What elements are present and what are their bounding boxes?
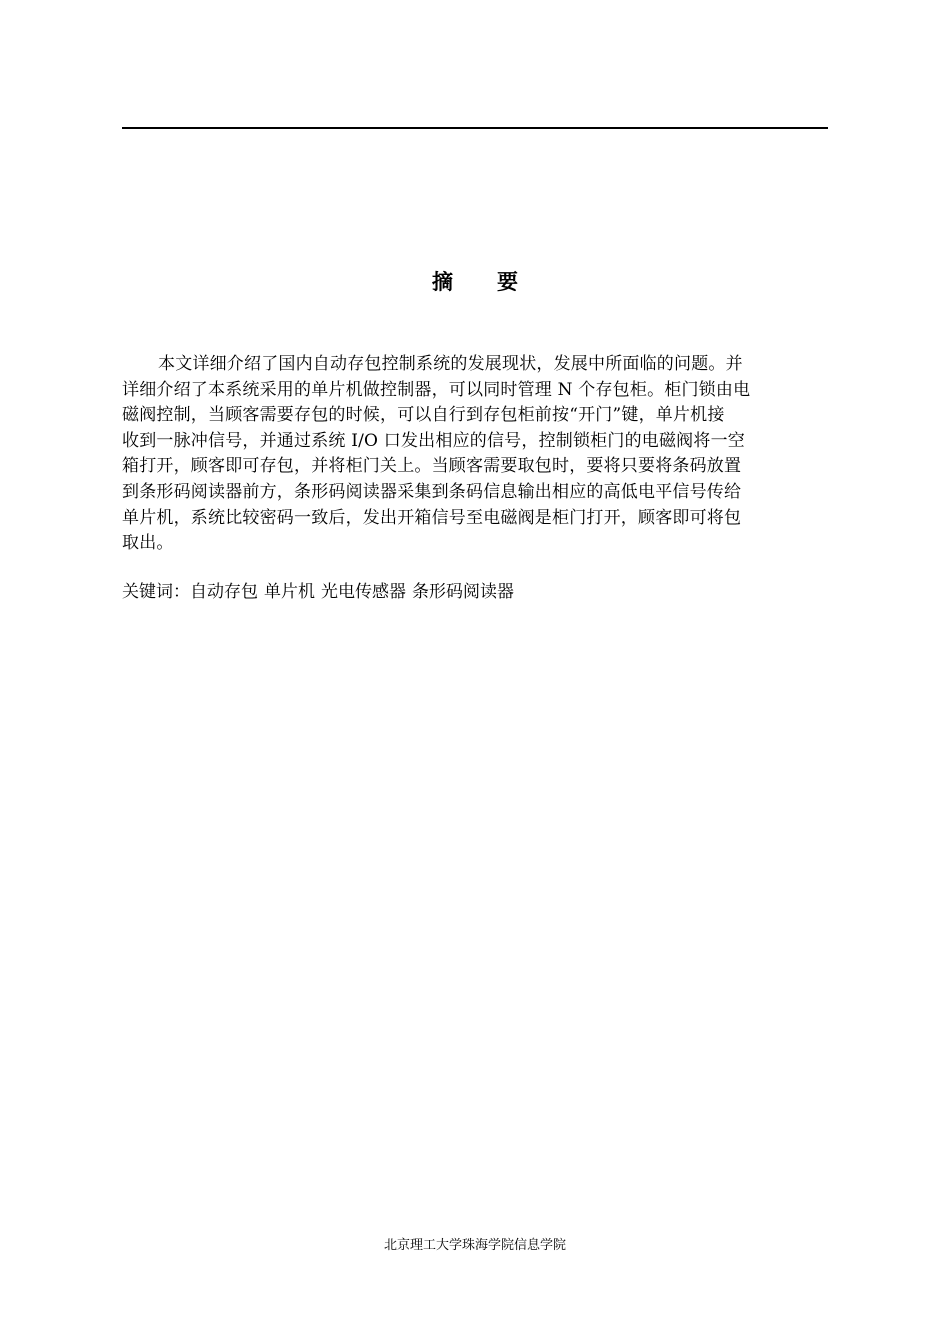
abstract-line: 详细介绍了本系统采用的单片机做控制器，可以同时管理 N 个存包柜。柜门锁由电 [122,379,751,400]
header-rule [122,127,828,129]
abstract-body [122,352,828,557]
keywords-label: 关键词： [122,582,190,602]
abstract-line: 本文详细介绍了国内自动存包控制系统的发展现状，发展中所面临的问题。并 [158,354,743,374]
abstract-line: 单片机，系统比较密码一致后，发出开箱信号至电磁阀是柜门打开，顾客即可将包 [122,507,742,528]
abstract-line: 取出。 [122,533,174,554]
keywords-line [122,580,828,605]
keyword: 条形码阅读器 [412,582,514,602]
title-char-1: 摘 [432,270,453,294]
title-char-2: 要 [497,270,518,294]
abstract-line: 箱打开，顾客即可存包，并将柜门关上。当顾客需要取包时，要将只要将条码放置 [122,456,742,477]
abstract-line: 收到一脉冲信号，并通过系统 I/O 口发出相应的信号，控制锁柜门的电磁阀将一空 [122,430,745,451]
keyword: 单片机 [264,582,315,602]
abstract-line: 到条形码阅读器前方，条形码阅读器采集到条码信息输出相应的高低电平信号传给 [122,481,742,502]
keyword: 自动存包 [190,582,258,602]
keyword: 光电传感器 [321,582,406,602]
abstract-line: 磁阀控制，当顾客需要存包的时候，可以自行到存包柜前按“开门”键，单片机接 [122,405,725,426]
abstract-paragraph [122,352,828,557]
page-title [0,268,950,296]
page-footer: 北京理工大学珠海学院信息学院 [383,1238,566,1253]
